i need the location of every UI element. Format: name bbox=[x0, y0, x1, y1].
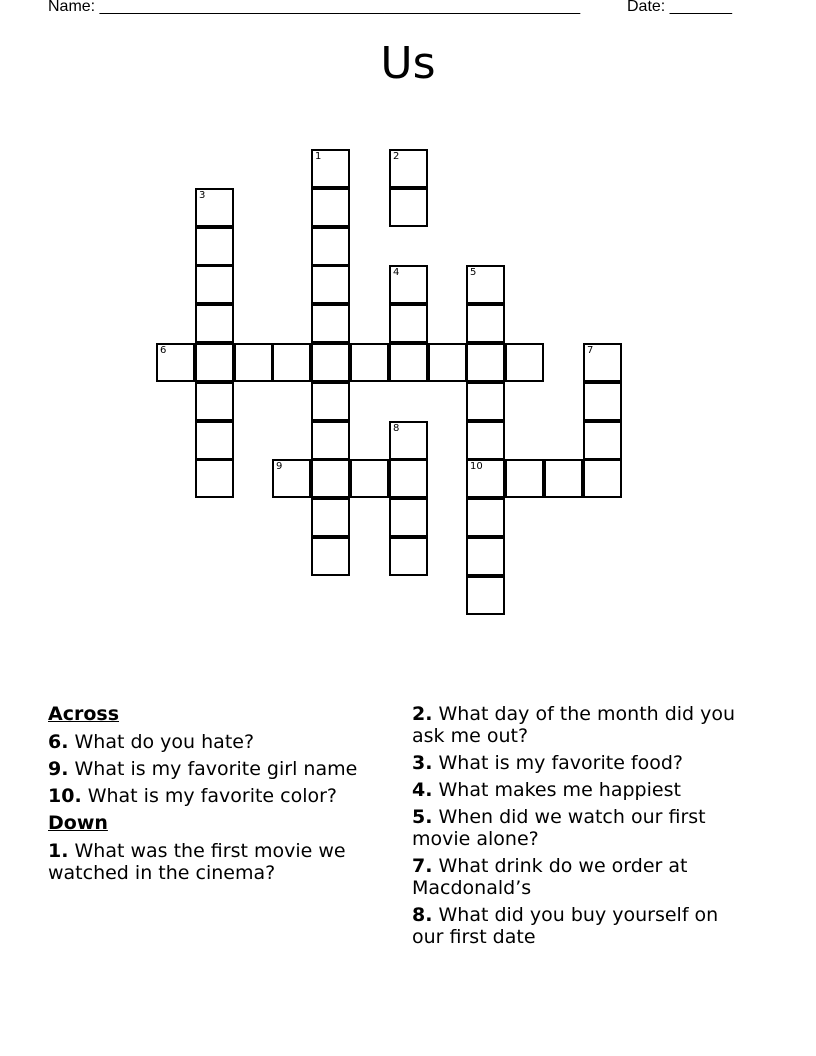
crossword-cell[interactable] bbox=[466, 304, 505, 343]
clue-number-label: 3. bbox=[412, 752, 433, 774]
crossword-cell[interactable] bbox=[389, 421, 428, 460]
clue-text: What did you buy yourself on our first date bbox=[412, 904, 719, 948]
clues-right-column bbox=[412, 703, 747, 953]
clue-text: What was the first movie we watched in the cinema? bbox=[48, 840, 346, 884]
crossword-cell[interactable] bbox=[350, 459, 389, 498]
crossword-cell[interactable] bbox=[311, 149, 350, 188]
clue-text: What do you hate? bbox=[68, 731, 255, 753]
clue-item bbox=[412, 779, 747, 801]
crossword-cell[interactable] bbox=[505, 459, 544, 498]
clue-item bbox=[48, 785, 393, 807]
crossword-cell[interactable] bbox=[466, 382, 505, 421]
crossword-cell[interactable] bbox=[350, 343, 389, 382]
down-heading: Down bbox=[48, 812, 108, 834]
crossword-cell[interactable] bbox=[195, 459, 234, 498]
crossword-cell[interactable] bbox=[389, 343, 428, 382]
crossword-cell[interactable] bbox=[195, 227, 234, 266]
crossword-cell[interactable] bbox=[389, 459, 428, 498]
crossword-cell[interactable] bbox=[272, 343, 311, 382]
crossword-cell[interactable] bbox=[583, 421, 622, 460]
clue-number: 6 bbox=[160, 345, 167, 356]
crossword-cell[interactable] bbox=[428, 343, 467, 382]
crossword-cell[interactable] bbox=[311, 498, 350, 537]
clue-item bbox=[412, 752, 747, 774]
crossword-cell[interactable] bbox=[311, 537, 350, 576]
crossword-cell[interactable] bbox=[389, 304, 428, 343]
clue-item bbox=[412, 904, 747, 948]
clue-number-label: 7. bbox=[412, 855, 433, 877]
clue-item bbox=[48, 840, 393, 884]
crossword-cell[interactable] bbox=[311, 343, 350, 382]
clue-text: What is my favorite color? bbox=[81, 785, 338, 807]
crossword-cell[interactable] bbox=[195, 421, 234, 460]
clue-number-label: 5. bbox=[412, 806, 433, 828]
crossword-cell[interactable] bbox=[466, 459, 505, 498]
clue-item bbox=[412, 806, 747, 850]
clue-number: 10 bbox=[470, 461, 483, 472]
crossword-cell[interactable] bbox=[234, 343, 273, 382]
crossword-cell[interactable] bbox=[195, 382, 234, 421]
crossword-cell[interactable] bbox=[466, 537, 505, 576]
crossword-cell[interactable] bbox=[311, 188, 350, 227]
clue-number: 3 bbox=[199, 190, 206, 201]
clue-number-label: 8. bbox=[412, 904, 433, 926]
crossword-cell[interactable] bbox=[195, 304, 234, 343]
clue-item bbox=[412, 703, 747, 747]
clue-number-label: 4. bbox=[412, 779, 433, 801]
clue-number: 2 bbox=[393, 151, 400, 162]
crossword-cell[interactable] bbox=[311, 265, 350, 304]
crossword-cell[interactable] bbox=[389, 265, 428, 304]
crossword-cell[interactable] bbox=[195, 188, 234, 227]
clue-text: What day of the month did you ask me out? bbox=[412, 703, 736, 747]
crossword-cell[interactable] bbox=[466, 498, 505, 537]
crossword-cell[interactable] bbox=[389, 498, 428, 537]
crossword-cell[interactable] bbox=[272, 459, 311, 498]
crossword-cell[interactable] bbox=[583, 382, 622, 421]
clue-number: 1 bbox=[315, 151, 322, 162]
page-title: Us bbox=[380, 38, 436, 89]
crossword-cell[interactable] bbox=[311, 421, 350, 460]
clue-number-label: 1. bbox=[48, 840, 69, 862]
crossword-cell[interactable] bbox=[389, 188, 428, 227]
down-clue-list-left bbox=[48, 840, 393, 884]
crossword-cell[interactable] bbox=[466, 421, 505, 460]
clue-number-label: 10. bbox=[48, 785, 82, 807]
date-field-label: Date: _______ bbox=[627, 0, 732, 15]
clue-number: 7 bbox=[587, 345, 594, 356]
crossword-cell[interactable] bbox=[389, 537, 428, 576]
clue-item bbox=[48, 731, 393, 753]
crossword-cell[interactable] bbox=[466, 265, 505, 304]
down-clue-list-right bbox=[412, 703, 747, 948]
clue-text: What makes me happiest bbox=[432, 779, 681, 801]
crossword-cell[interactable] bbox=[505, 343, 544, 382]
crossword-cell[interactable] bbox=[195, 343, 234, 382]
crossword-cell[interactable] bbox=[156, 343, 195, 382]
crossword-cell[interactable] bbox=[311, 459, 350, 498]
clue-text: What drink do we order at Macdonald’s bbox=[412, 855, 688, 899]
clue-text: What is my favorite food? bbox=[432, 752, 684, 774]
clue-number: 8 bbox=[393, 423, 400, 434]
across-heading: Across bbox=[48, 703, 120, 725]
crossword-cell[interactable] bbox=[466, 343, 505, 382]
clue-item bbox=[412, 855, 747, 899]
crossword-cell[interactable] bbox=[583, 343, 622, 382]
name-field-label: Name: ______________________________________________________ bbox=[48, 0, 581, 15]
clue-item bbox=[48, 758, 393, 780]
crossword-cell[interactable] bbox=[311, 304, 350, 343]
crossword-cell[interactable] bbox=[544, 459, 583, 498]
clues-left-column bbox=[48, 703, 393, 889]
clue-text: When did we watch our first movie alone? bbox=[412, 806, 706, 850]
crossword-cell[interactable] bbox=[389, 149, 428, 188]
clue-text: What is my favorite girl name bbox=[68, 758, 358, 780]
crossword-cell[interactable] bbox=[195, 265, 234, 304]
crossword-cell[interactable] bbox=[466, 576, 505, 615]
crossword-cell[interactable] bbox=[583, 459, 622, 498]
clue-number-label: 6. bbox=[48, 731, 69, 753]
crossword-cell[interactable] bbox=[311, 382, 350, 421]
clue-number: 5 bbox=[470, 267, 477, 278]
across-clue-list bbox=[48, 731, 393, 807]
clue-number-label: 2. bbox=[412, 703, 433, 725]
clue-number: 4 bbox=[393, 267, 400, 278]
crossword-cell[interactable] bbox=[311, 227, 350, 266]
clue-number-label: 9. bbox=[48, 758, 69, 780]
clue-number: 9 bbox=[276, 461, 283, 472]
